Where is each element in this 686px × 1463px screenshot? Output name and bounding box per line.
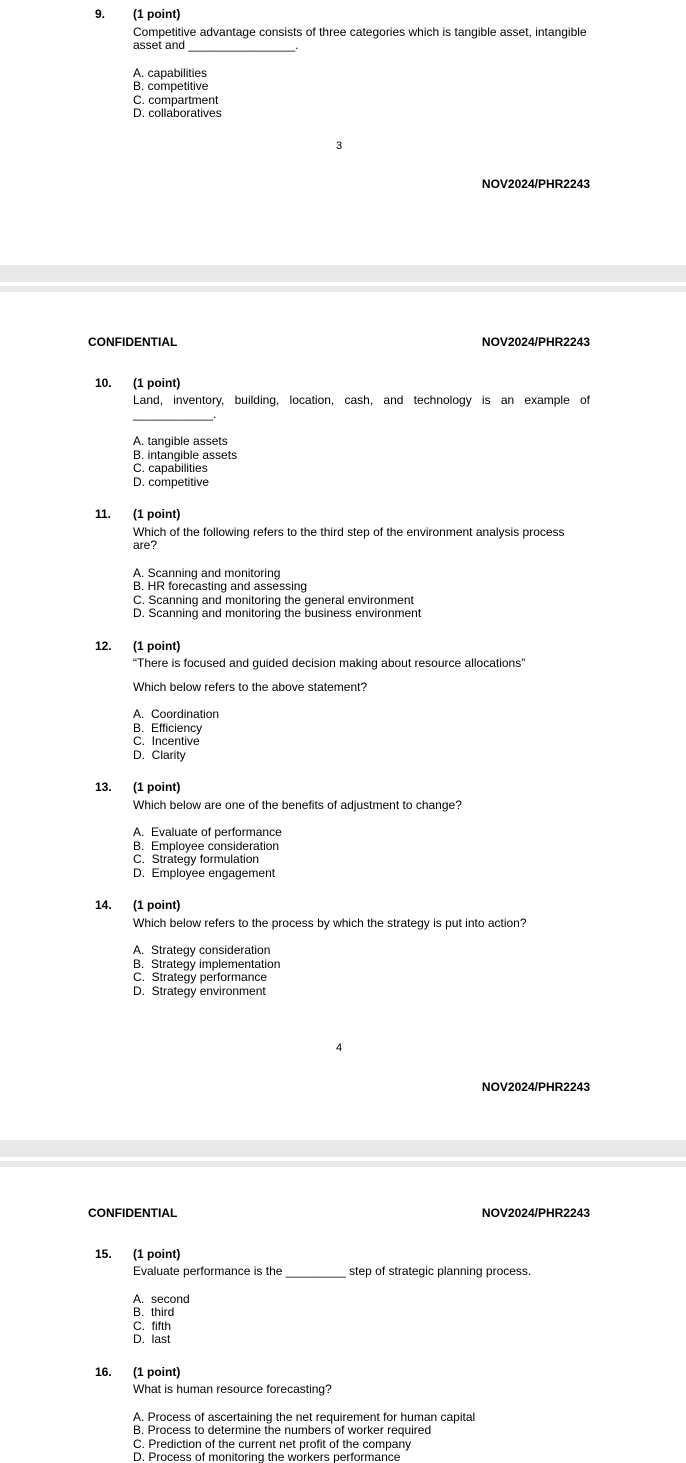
option-C: C. Incentive [133, 735, 590, 749]
question-16 [88, 1366, 590, 1463]
question-number: 13. [95, 781, 133, 880]
doc-code-header: NOV2024/PHR2243 [482, 336, 590, 350]
question-points: (1 point) [133, 8, 590, 22]
option-A: A. Strategy consideration [133, 944, 590, 958]
question-text: Which below refers to the above statement? [133, 681, 590, 695]
question-body [133, 1366, 590, 1463]
option-D: D. Process of monitoring the workers performance [133, 1451, 590, 1463]
question-body [133, 781, 590, 880]
question-points: (1 point) [133, 508, 590, 522]
option-C: C. capabilities [133, 462, 590, 476]
page-gap [0, 265, 686, 292]
option-C: C. Strategy formulation [133, 853, 590, 867]
question-points: (1 point) [133, 781, 590, 795]
option-D: D. Strategy environment [133, 985, 590, 999]
option-A: A. Coordination [133, 708, 590, 722]
question-text: Which below are one of the benefits of adjustment to change? [133, 799, 590, 813]
question-body [133, 640, 590, 763]
question-number: 9. [95, 8, 133, 121]
page-gap-band [0, 1140, 686, 1157]
page-number: 3 [88, 140, 590, 154]
option-A: A. tangible assets [133, 435, 590, 449]
page-4 [0, 292, 686, 1140]
question-14 [88, 899, 590, 998]
question-text: Land, inventory, building, location, cash, and technology is an example of ____________. [133, 394, 590, 421]
question-13 [88, 781, 590, 880]
question-number: 14. [95, 899, 133, 998]
option-D: D. Employee engagement [133, 867, 590, 881]
options-list [133, 435, 590, 489]
question-body [133, 508, 590, 621]
option-C: C. Strategy performance [133, 971, 590, 985]
question-text: Which of the following refers to the third step of the environment analysis process are? [133, 526, 590, 553]
options-list [133, 1293, 590, 1347]
option-D: D. Clarity [133, 749, 590, 763]
option-D: D. last [133, 1333, 590, 1347]
page-gap-band [0, 265, 686, 282]
question-15 [88, 1248, 590, 1347]
doc-code-header: NOV2024/PHR2243 [482, 1207, 590, 1221]
option-C: C. Scanning and monitoring the general environment [133, 594, 590, 608]
option-A: A. Evaluate of performance [133, 826, 590, 840]
page-gap [0, 1140, 686, 1167]
option-A: A. Process of ascertaining the net requirement for human capital [133, 1411, 590, 1425]
question-9 [88, 8, 590, 121]
option-B: B. HR forecasting and assessing [133, 580, 590, 594]
page-number: 4 [88, 1042, 590, 1056]
question-text: Competitive advantage consists of three categories which is tangible asset, intangible asset and ________________. [133, 26, 590, 53]
confidential-label: CONFIDENTIAL [88, 336, 177, 350]
question-body [133, 377, 590, 490]
option-C: C. compartment [133, 94, 590, 108]
question-number: 12. [95, 640, 133, 763]
question-points: (1 point) [133, 899, 590, 913]
options-list [133, 1411, 590, 1463]
page-header [88, 336, 590, 350]
question-body [133, 1248, 590, 1347]
question-number: 10. [95, 377, 133, 490]
option-B: B. Employee consideration [133, 840, 590, 854]
option-C: C. Prediction of the current net profit of the company [133, 1438, 590, 1452]
question-points: (1 point) [133, 377, 590, 391]
options-list [133, 67, 590, 121]
option-B: B. Strategy implementation [133, 958, 590, 972]
option-D: D. collaboratives [133, 107, 590, 121]
option-D: D. competitive [133, 476, 590, 490]
question-text: “There is focused and guided decision making about resource allocations” [133, 657, 590, 671]
question-number: 16. [95, 1366, 133, 1463]
question-points: (1 point) [133, 1248, 590, 1262]
question-10 [88, 377, 590, 490]
question-text: Which below refers to the process by which the strategy is put into action? [133, 917, 590, 931]
question-text: Evaluate performance is the _________ step of strategic planning process. [133, 1265, 590, 1279]
confidential-label: CONFIDENTIAL [88, 1207, 177, 1221]
question-number: 11. [95, 508, 133, 621]
page-header [88, 1207, 590, 1221]
question-text: What is human resource forecasting? [133, 1383, 590, 1397]
options-list [133, 567, 590, 621]
option-C: C. fifth [133, 1320, 590, 1334]
question-11 [88, 508, 590, 621]
question-body [133, 899, 590, 998]
option-D: D. Scanning and monitoring the business environment [133, 607, 590, 621]
option-B: B. intangible assets [133, 449, 590, 463]
question-body [133, 8, 590, 121]
options-list [133, 708, 590, 762]
option-B: B. Process to determine the numbers of worker required [133, 1424, 590, 1438]
option-B: B. third [133, 1306, 590, 1320]
option-A: A. second [133, 1293, 590, 1307]
options-list [133, 826, 590, 880]
options-list [133, 944, 590, 998]
option-B: B. competitive [133, 80, 590, 94]
option-B: B. Efficiency [133, 722, 590, 736]
question-points: (1 point) [133, 640, 590, 654]
doc-code-footer: NOV2024/PHR2243 [88, 1081, 590, 1095]
option-A: A. capabilities [133, 67, 590, 81]
question-12 [88, 640, 590, 763]
page-5 [0, 1167, 686, 1463]
doc-code-footer: NOV2024/PHR2243 [88, 178, 590, 192]
question-points: (1 point) [133, 1366, 590, 1380]
page-3 [0, 0, 686, 265]
option-A: A. Scanning and monitoring [133, 567, 590, 581]
question-number: 15. [95, 1248, 133, 1347]
